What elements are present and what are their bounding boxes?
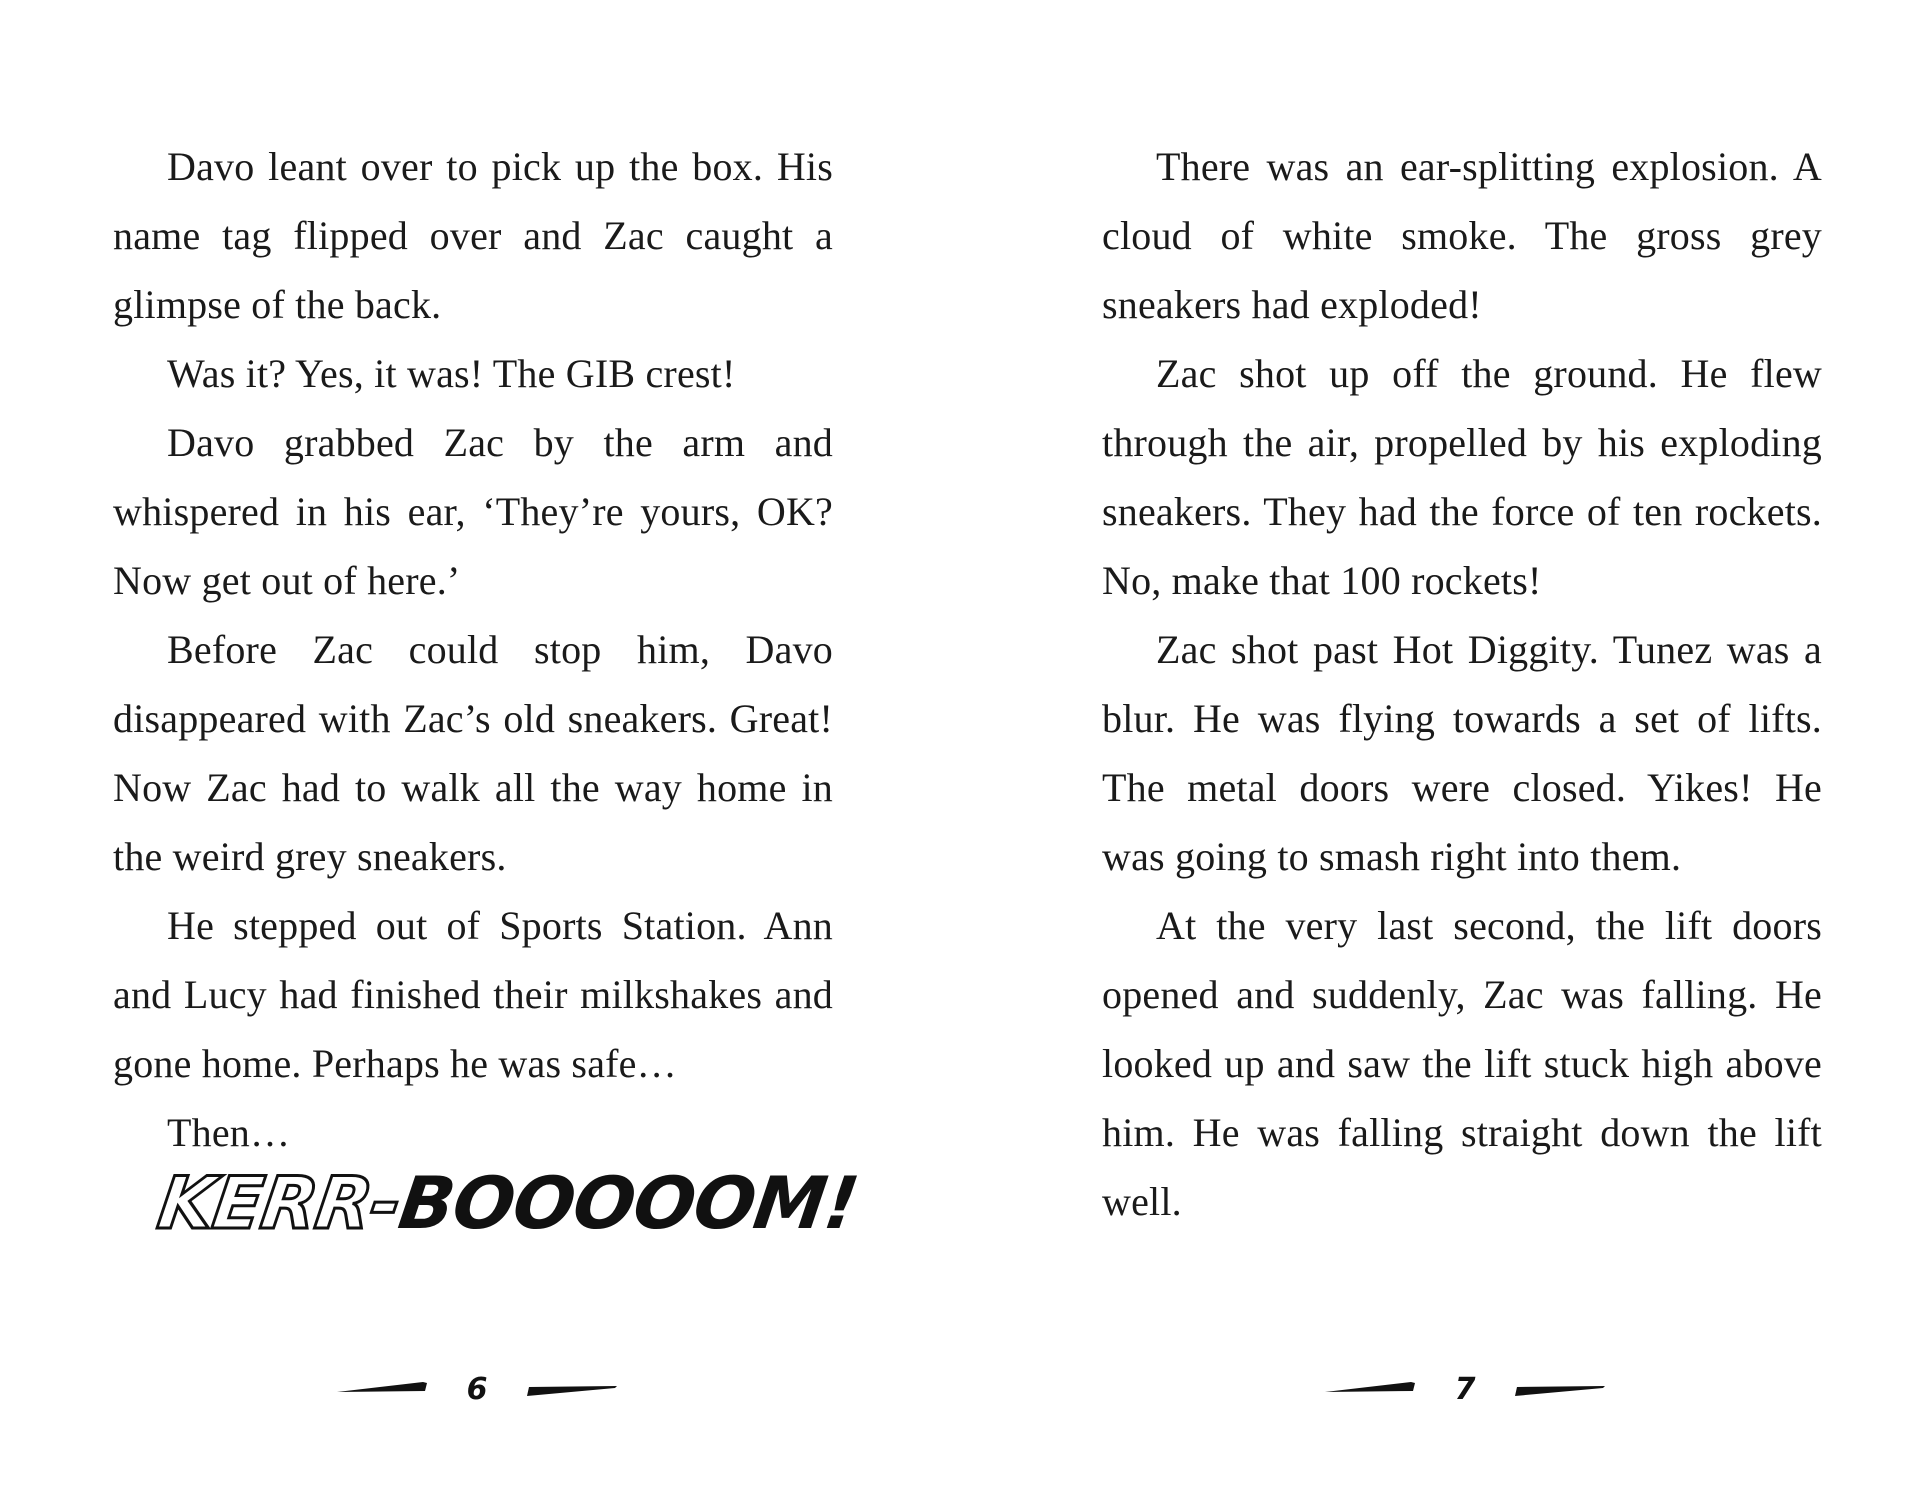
paragraph: Before Zac could stop him, Davo disappeared with Zac’s old sneakers. Great! Now Zac had to walk all the way home in the weird grey sneakers. <box>113 627 833 879</box>
paragraph: Then… <box>167 1110 291 1155</box>
page-number-left <box>337 1370 617 1410</box>
left-page <box>113 132 864 1245</box>
paragraph: He stepped out of Sports Station. Ann and Lucy had finished their milkshakes and gone home. Perhaps he was safe… <box>113 903 833 1086</box>
sound-effect-outlined: KERR- <box>153 1161 406 1245</box>
paragraph: Zac shot past Hot Diggity. Tunez was a blur. He was flying towards a set of lifts. The metal doors were closed. Yikes! He was going to smash right into them. <box>1102 627 1822 879</box>
folio-wedge-icon <box>525 1380 617 1398</box>
paragraph: Davo grabbed Zac by the arm and whispered in his ear, ‘They’re yours, OK? Now get out of here.’ <box>113 420 833 603</box>
paragraph: At the very last second, the lift doors opened and suddenly, Zac was falling. He looked up and saw the lift stuck high above him. He was falling straight down the lift well. <box>1102 903 1822 1224</box>
sound-effect-solid: BOOOOOM! <box>393 1161 864 1245</box>
paragraph: Zac shot up off the ground. He flew through the air, propelled by his exploding sneakers. They had the force of ten rockets. No, make that 100 rockets! <box>1102 351 1822 603</box>
paragraph: Was it? Yes, it was! The GIB crest! <box>167 351 736 396</box>
page-number: 6 <box>466 1372 488 1407</box>
sound-effect-kerr-boom <box>153 1161 864 1245</box>
folio-wedge-icon <box>337 1380 429 1398</box>
folio-wedge-icon <box>1325 1380 1417 1398</box>
page-number: 7 <box>1454 1372 1476 1407</box>
page-number-right <box>1325 1370 1605 1410</box>
paragraph: There was an ear-splitting explosion. A cloud of white smoke. The gross grey sneakers had exploded! <box>1102 144 1822 327</box>
right-page <box>1102 132 1822 1236</box>
folio-wedge-icon <box>1513 1380 1605 1398</box>
paragraph: Davo leant over to pick up the box. His name tag flipped over and Zac caught a glimpse of the back. <box>113 144 833 327</box>
